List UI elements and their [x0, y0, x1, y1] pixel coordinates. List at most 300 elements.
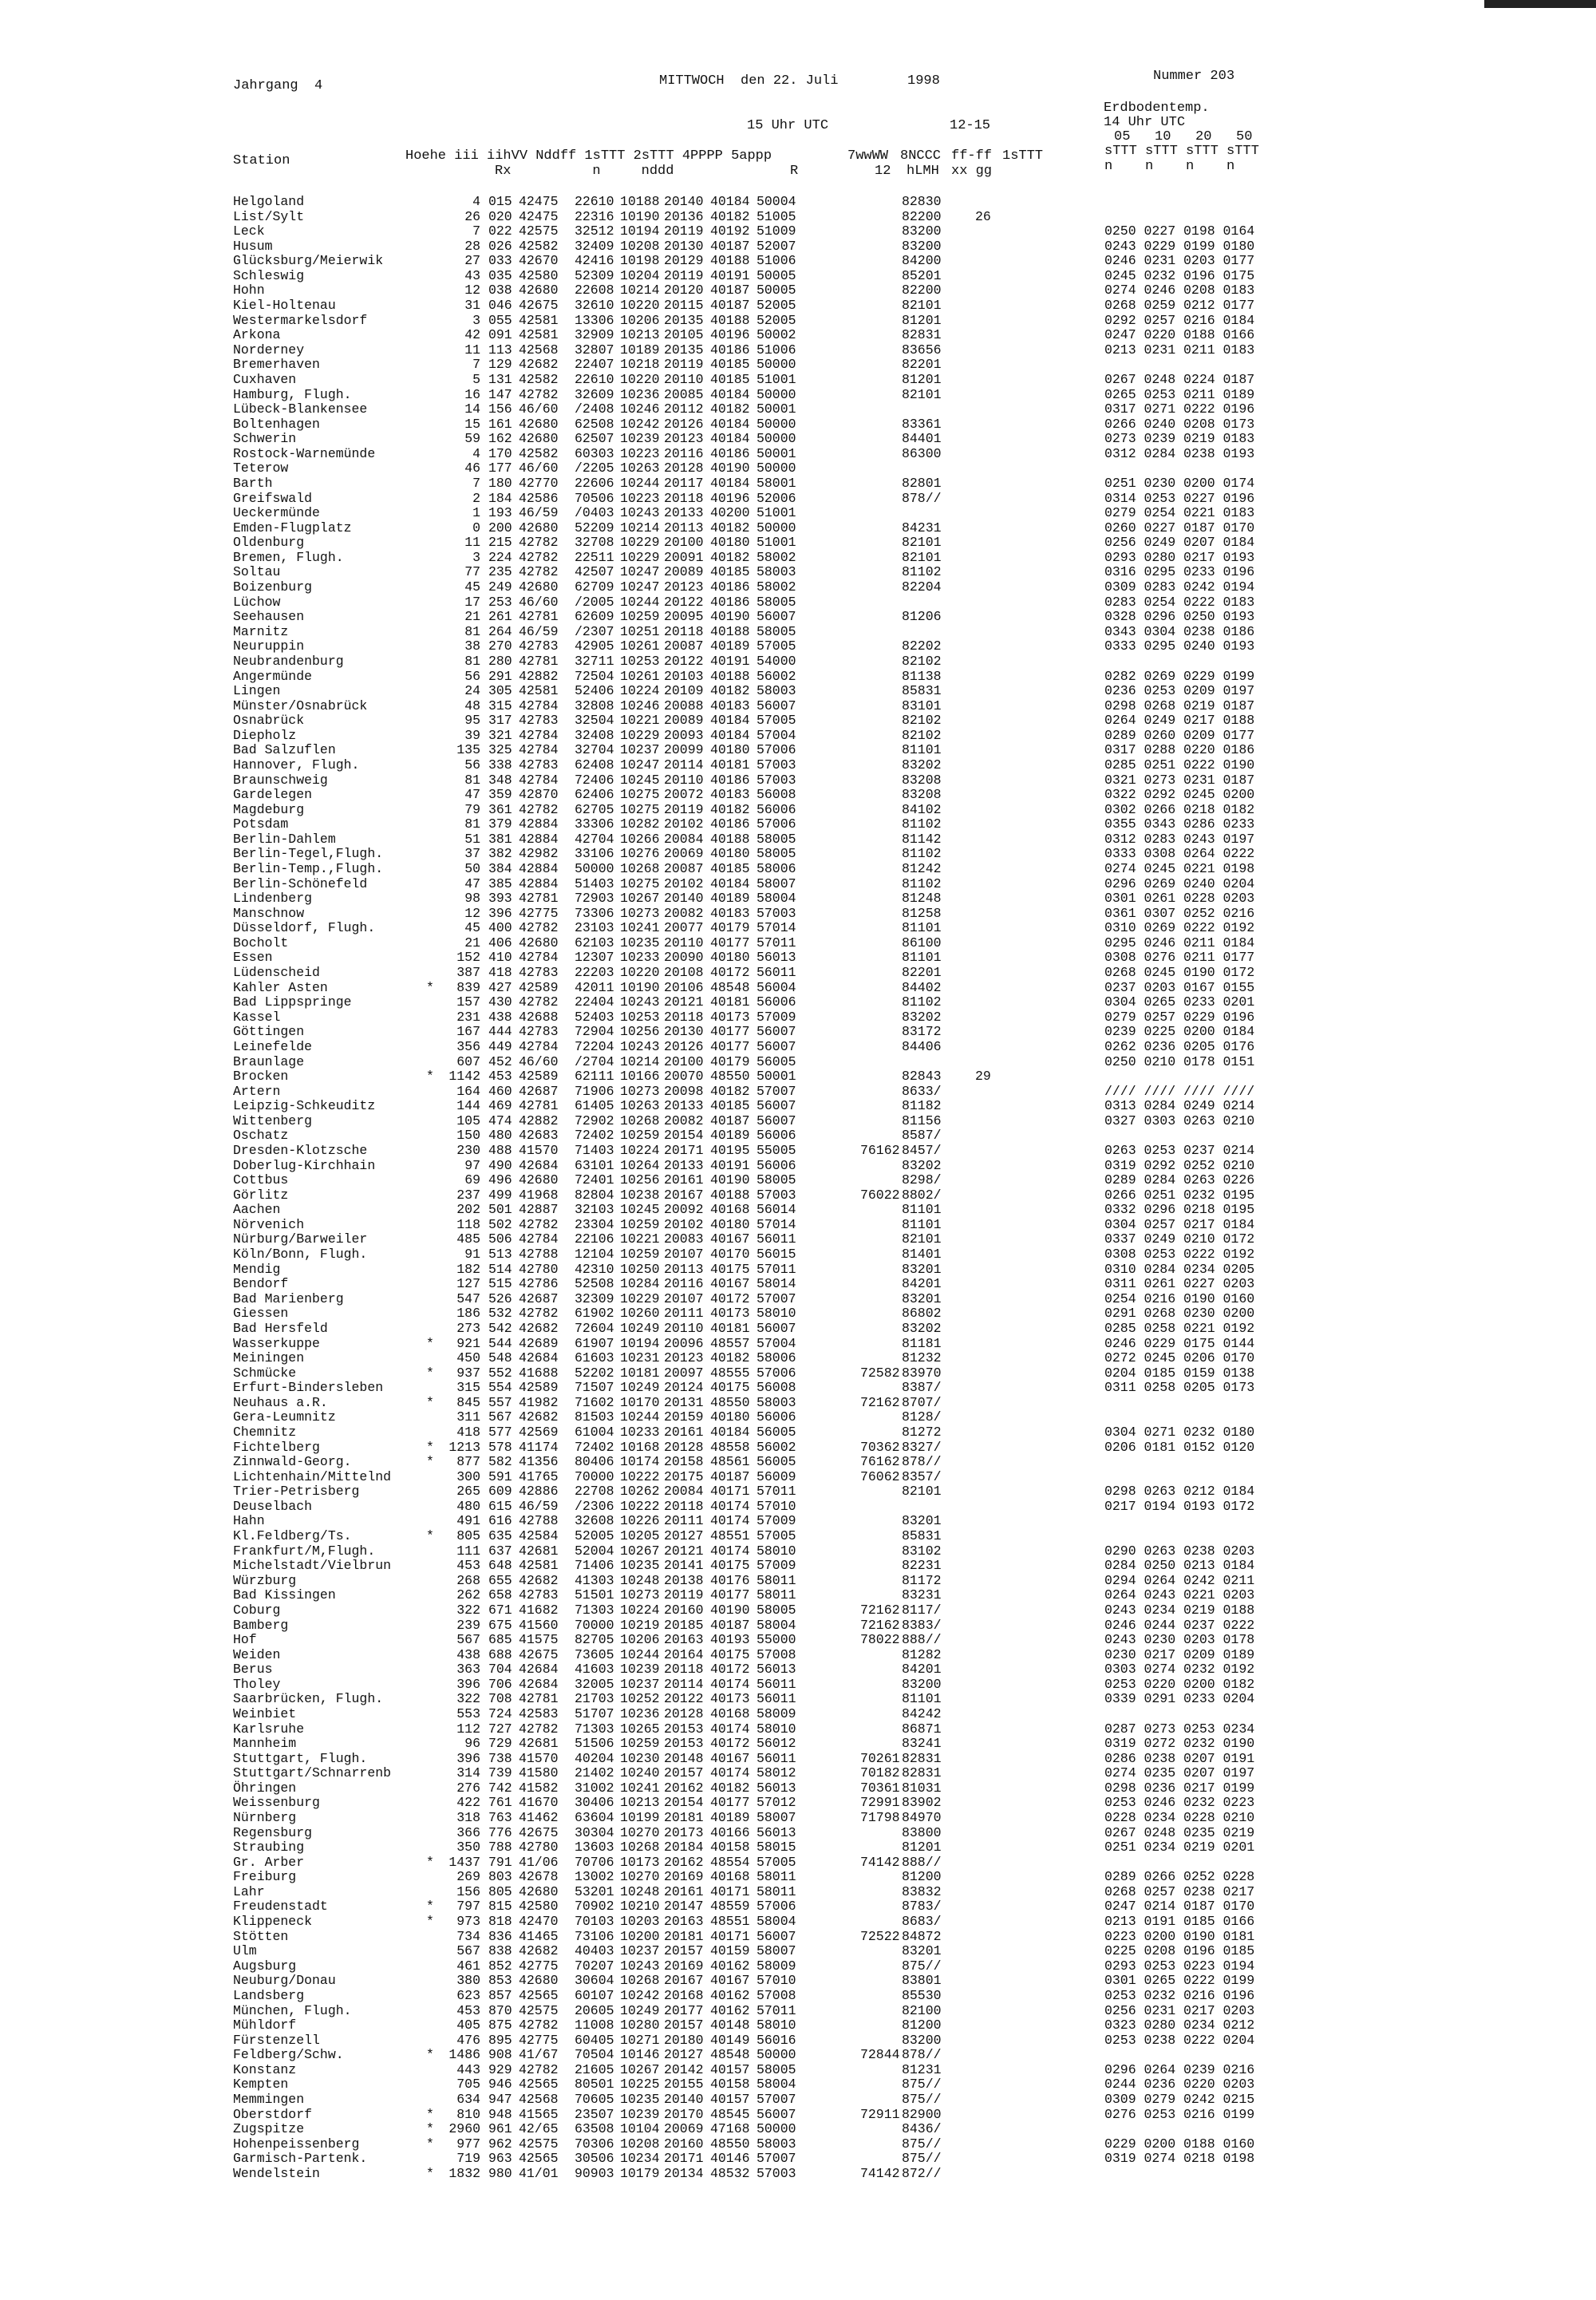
dewpoint-group: 20119 — [664, 357, 704, 373]
station-name: Saarbrücken, Flugh. — [233, 1691, 384, 1707]
soil-temps: 0256 0249 0207 0184 — [1104, 535, 1255, 551]
station-height: 4 — [472, 194, 480, 209]
iihvv-group: 42782 — [519, 386, 559, 402]
station-index: 962 — [488, 2136, 512, 2152]
cloud-group: 888// — [902, 1632, 942, 1648]
cloud-group: 85831 — [902, 1528, 942, 1544]
cloud-group: 82101 — [902, 535, 942, 551]
station-index: 325 — [488, 742, 512, 758]
station-name: Karlsruhe — [233, 1721, 305, 1737]
temperature-group: 10206 — [620, 1632, 660, 1648]
pressure-group: 40187 — [710, 1112, 750, 1128]
nddff-group: 52508 — [575, 1276, 614, 1292]
iihvv-group: 42583 — [519, 1705, 559, 1721]
dewpoint-group: 20069 — [664, 846, 704, 862]
station-name: Seehausen — [233, 609, 305, 625]
pressure-group: 40184 — [710, 875, 750, 891]
cloud-group: 878// — [902, 490, 942, 506]
dewpoint-group: 20069 — [664, 2121, 704, 2137]
temperature-group: 10241 — [620, 920, 660, 936]
soil-columns-header: sTTT sTTT sTTT sTTT — [1104, 144, 1259, 159]
station-name: Meiningen — [233, 1350, 305, 1366]
station-height: 56 — [464, 757, 480, 773]
station-name: Münster/Osnabrück — [233, 698, 368, 713]
soil-temps: 0287 0273 0253 0234 — [1104, 1721, 1255, 1737]
station-index: 315 — [488, 698, 512, 713]
nddff-group: 32504 — [575, 713, 614, 729]
station-index: 803 — [488, 1869, 512, 1885]
nddff-group: 30304 — [575, 1824, 614, 1840]
station-height: 157 — [456, 994, 480, 1010]
station-index: 224 — [488, 549, 512, 565]
iihvv-group: 42783 — [519, 757, 559, 773]
temperature-group: 10256 — [620, 1172, 660, 1188]
iihvv-group: 42575 — [519, 223, 559, 239]
cloud-group: 83801 — [902, 1973, 942, 1989]
station-height: 547 — [456, 1290, 480, 1306]
pressure-group: 40186 — [710, 342, 750, 358]
temperature-group: 10222 — [620, 1468, 660, 1484]
ff-column-header: ff-ff — [951, 148, 993, 164]
pressure-group: 40190 — [710, 609, 750, 625]
station-height: 47 — [464, 787, 480, 803]
pressure-group: 40191 — [710, 653, 750, 669]
temperature-group: 10205 — [620, 1528, 660, 1544]
station-name: Konstanz — [233, 2061, 297, 2077]
cloud-group: 81242 — [902, 861, 942, 877]
temperature-group: 10280 — [620, 2017, 660, 2033]
station-index: 616 — [488, 1513, 512, 1529]
station-index: 270 — [488, 638, 512, 654]
soil-temps: 0204 0185 0159 0138 — [1104, 1365, 1255, 1381]
soil-temps: 0246 0244 0237 0222 — [1104, 1617, 1255, 1633]
station-height: 0 — [472, 520, 480, 535]
iihvv-group: 42786 — [519, 1276, 559, 1292]
tendency-group: 58010 — [757, 2017, 796, 2033]
mountain-marker: * — [426, 2136, 434, 2152]
weather-group: 70182 — [860, 1765, 900, 1781]
station-name: Angermünde — [233, 668, 313, 684]
cloud-group: 84231 — [902, 520, 942, 535]
station-index: 704 — [488, 1662, 512, 1678]
nddff-group: 62406 — [575, 787, 614, 803]
tendency-group: 56002 — [757, 668, 796, 684]
station-height: 45 — [464, 579, 480, 595]
iihvv-group: 42687 — [519, 1290, 559, 1306]
iihvv-group: 42580 — [519, 1899, 559, 1915]
soil-temps: 0266 0251 0232 0195 — [1104, 1187, 1255, 1203]
station-index: 947 — [488, 2092, 512, 2107]
cloud-group: 83902 — [902, 1795, 942, 1811]
dewpoint-group: 20124 — [664, 1380, 704, 1396]
soil-temps: 0273 0239 0219 0183 — [1104, 431, 1255, 447]
pressure-group: 40186 — [710, 594, 750, 610]
tendency-group: 56005 — [757, 1053, 796, 1069]
station-name: Artern — [233, 1083, 281, 1099]
temperature-group: 10229 — [620, 535, 660, 551]
pressure-group: 40195 — [710, 1143, 750, 1158]
temperature-group: 10221 — [620, 1231, 660, 1247]
iihvv-group: 42782 — [519, 2017, 559, 2033]
temperature-group: 10247 — [620, 757, 660, 773]
station-height: 4 — [472, 445, 480, 461]
station-height: 734 — [456, 1928, 480, 1944]
temperature-group: 10264 — [620, 1157, 660, 1173]
station-height: 314 — [456, 1765, 480, 1781]
pressure-group: 40183 — [710, 905, 750, 921]
iihvv-group: 41174 — [519, 1439, 559, 1455]
dewpoint-group: 20126 — [664, 416, 704, 432]
station-height: 422 — [456, 1795, 480, 1811]
temperature-group: 10259 — [620, 1216, 660, 1232]
temperature-group: 10239 — [620, 2106, 660, 2122]
iihvv-group: 42581 — [519, 312, 559, 328]
station-index: 961 — [488, 2121, 512, 2137]
iihvv-group: 42581 — [519, 1558, 559, 1574]
soil-temps: 0206 0181 0152 0120 — [1104, 1439, 1255, 1455]
mountain-marker: * — [426, 1854, 434, 1870]
iihvv-group: 42675 — [519, 1824, 559, 1840]
dewpoint-group: 20170 — [664, 2106, 704, 2122]
pressure-group: 40175 — [710, 1380, 750, 1396]
station-height: 12 — [464, 905, 480, 921]
temperature-group: 10214 — [620, 520, 660, 535]
nddff-group: 22316 — [575, 208, 614, 224]
pressure-group: 40157 — [710, 2092, 750, 2107]
iihvv-group: 42681 — [519, 1543, 559, 1559]
station-index: 460 — [488, 1083, 512, 1099]
station-height: 719 — [456, 2151, 480, 2167]
temperature-group: 10229 — [620, 549, 660, 565]
nddff-group: 32807 — [575, 342, 614, 358]
iihvv-group: 42582 — [519, 445, 559, 461]
iihvv-group: 42681 — [519, 1736, 559, 1752]
station-index: 502 — [488, 1216, 512, 1232]
station-index: 022 — [488, 223, 512, 239]
dewpoint-group: 20118 — [664, 1009, 704, 1025]
cloud-group: 8683/ — [902, 1914, 942, 1930]
station-name: Lübeck-Blankensee — [233, 401, 368, 417]
tendency-group: 56011 — [757, 965, 796, 981]
station-name: Bad Salzuflen — [233, 742, 336, 758]
iihvv-group: 42882 — [519, 1112, 559, 1128]
temperature-group: 10235 — [620, 2092, 660, 2107]
cloud-group: 81101 — [902, 950, 942, 966]
temperature-group: 10234 — [620, 2151, 660, 2167]
weather-group: 74142 — [860, 1854, 900, 1870]
soil-temps: 0310 0269 0222 0192 — [1104, 920, 1255, 936]
temperature-group: 10266 — [620, 831, 660, 847]
tendency-group: 55005 — [757, 1143, 796, 1158]
dewpoint-group: 20162 — [664, 1854, 704, 1870]
station-height: 810 — [456, 2106, 480, 2122]
station-height: 973 — [456, 1914, 480, 1930]
station-index: 805 — [488, 1883, 512, 1899]
nddff-group: 50000 — [575, 861, 614, 877]
station-name: Weinbiet — [233, 1705, 297, 1721]
station-index: 818 — [488, 1914, 512, 1930]
soil-temps: 0289 0284 0263 0226 — [1104, 1172, 1255, 1188]
volume-label: Jahrgang 4 — [233, 78, 323, 93]
cloud-group: 8633/ — [902, 1083, 942, 1099]
station-name: Berlin-Tegel,Flugh. — [233, 846, 384, 862]
soil-temps: 0276 0253 0216 0199 — [1104, 2106, 1255, 2122]
cloud-group: 83202 — [902, 757, 942, 773]
nddff-group: 11008 — [575, 2017, 614, 2033]
tendency-group: 56006 — [757, 1128, 796, 1144]
cloud-group: 81206 — [902, 609, 942, 625]
cloud-group: 83970 — [902, 1365, 942, 1381]
station-index: 449 — [488, 1038, 512, 1054]
station-index: 838 — [488, 1943, 512, 1959]
nddff-group: 20605 — [575, 2002, 614, 2018]
weather-group: 71798 — [860, 1810, 900, 1826]
temperature-group: 10243 — [620, 1038, 660, 1054]
dewpoint-group: 20082 — [664, 1112, 704, 1128]
cloud-group: 875// — [902, 2136, 942, 2152]
dewpoint-group: 20122 — [664, 1691, 704, 1707]
iihvv-group: 42682 — [519, 1409, 559, 1425]
weather-group: 74142 — [860, 2165, 900, 2181]
iihvv-group: 42783 — [519, 965, 559, 981]
code-columns-header: Hoehe iii iihVV Nddff 1sTTT 2sTTT 4PPPP 5appp — [405, 148, 772, 164]
station-index: 200 — [488, 520, 512, 535]
pressure-group: 40184 — [710, 727, 750, 743]
station-height: 300 — [456, 1468, 480, 1484]
cloud-group: 81102 — [902, 564, 942, 580]
pressure-group: 40181 — [710, 994, 750, 1010]
station-height: 366 — [456, 1824, 480, 1840]
dewpoint-group: 20109 — [664, 683, 704, 699]
nddff-group: 40403 — [575, 1943, 614, 1959]
pressure-group: 40189 — [710, 1128, 750, 1144]
dewpoint-group: 20153 — [664, 1736, 704, 1752]
tendency-group: 50000 — [757, 520, 796, 535]
station-index: 980 — [488, 2165, 512, 2181]
station-height: 1142 — [448, 1069, 480, 1085]
weather-group: 72162 — [860, 1617, 900, 1633]
temperature-group: 10241 — [620, 1780, 660, 1796]
cloud-group: 81181 — [902, 1335, 942, 1351]
dewpoint-group: 20090 — [664, 950, 704, 966]
station-index: 305 — [488, 683, 512, 699]
station-index: 410 — [488, 950, 512, 966]
nddff-group: 81503 — [575, 1409, 614, 1425]
tendency-group: 52005 — [757, 312, 796, 328]
iihvv-group: 42682 — [519, 1943, 559, 1959]
station-name: Neuhaus a.R. — [233, 1394, 328, 1410]
tendency-group: 58006 — [757, 861, 796, 877]
station-name: Zinnwald-Georg. — [233, 1454, 352, 1470]
soil-temps: 0283 0254 0222 0183 — [1104, 594, 1255, 610]
iihvv-group: 42680 — [519, 1973, 559, 1989]
tendency-group: 56005 — [757, 1454, 796, 1470]
nddff-group: 42905 — [575, 638, 614, 654]
pressure-group: 40167 — [710, 1750, 750, 1766]
iihvv-group: 42784 — [519, 698, 559, 713]
cloud-group: 81201 — [902, 371, 942, 387]
tendency-group: 56002 — [757, 1439, 796, 1455]
station-height: 797 — [456, 1899, 480, 1915]
station-index: 348 — [488, 772, 512, 788]
station-index: 738 — [488, 1750, 512, 1766]
station-index: 430 — [488, 994, 512, 1010]
dewpoint-group: 20077 — [664, 920, 704, 936]
nddff-group: 22203 — [575, 965, 614, 981]
station-name: Magdeburg — [233, 801, 305, 817]
cloud-group: 84242 — [902, 1705, 942, 1721]
dewpoint-group: 20171 — [664, 1143, 704, 1158]
station-index: 438 — [488, 1009, 512, 1025]
tendency-group: 56011 — [757, 1691, 796, 1707]
station-name: Aachen — [233, 1202, 281, 1218]
station-column-header: Station — [233, 153, 290, 168]
station-name: Teterow — [233, 460, 289, 476]
weather-group: 76162 — [860, 1454, 900, 1470]
cloud-group: 84200 — [902, 253, 942, 269]
cloud-group: 8357/ — [902, 1468, 942, 1484]
dewpoint-group: 20141 — [664, 1558, 704, 1574]
temperature-group: 10233 — [620, 1424, 660, 1440]
soil-temps: 0253 0246 0232 0223 — [1104, 1795, 1255, 1811]
temperature-group: 10194 — [620, 1335, 660, 1351]
pressure-group: 40173 — [710, 1009, 750, 1025]
nddff-group: 73605 — [575, 1646, 614, 1662]
nddff-group: 62111 — [575, 1069, 614, 1085]
soil-temps: 0339 0291 0233 0204 — [1104, 1691, 1255, 1707]
station-height: 485 — [456, 1231, 480, 1247]
iihvv-group: 42782 — [519, 1216, 559, 1232]
station-name: Ueckermünde — [233, 505, 320, 521]
station-name: Ulm — [233, 1943, 257, 1959]
cloud-group: 83172 — [902, 1024, 942, 1040]
soil-temps: 0236 0253 0209 0197 — [1104, 683, 1255, 699]
tendency-group: 57012 — [757, 1795, 796, 1811]
soil-temps: 0314 0253 0227 0196 — [1104, 490, 1255, 506]
temperature-group: 10166 — [620, 1069, 660, 1085]
soil-temps: 0312 0284 0238 0193 — [1104, 445, 1255, 461]
nddff-group: 62508 — [575, 416, 614, 432]
pressure-group: 40187 — [710, 1468, 750, 1484]
nddff-group: 30604 — [575, 1973, 614, 1989]
iihvv-group: 41560 — [519, 1617, 559, 1633]
station-index: 452 — [488, 1053, 512, 1069]
cloud-group: 878// — [902, 1454, 942, 1470]
nddff-group: 72904 — [575, 1024, 614, 1040]
nddff-group: 32610 — [575, 298, 614, 314]
pressure-group: 40173 — [710, 1691, 750, 1707]
station-name: Würzburg — [233, 1572, 297, 1588]
tendency-group: 56011 — [757, 1676, 796, 1692]
dewpoint-group: 20180 — [664, 2032, 704, 2048]
temperature-group: 10248 — [620, 1883, 660, 1899]
pressure-group: 40188 — [710, 668, 750, 684]
tendency-group: 50005 — [757, 283, 796, 298]
tendency-group: 51006 — [757, 253, 796, 269]
cloud-group: 81156 — [902, 1112, 942, 1128]
iihvv-group: 42670 — [519, 253, 559, 269]
dewpoint-group: 20102 — [664, 816, 704, 832]
station-height: 607 — [456, 1053, 480, 1069]
mountain-marker: * — [426, 2106, 434, 2122]
nddff-group: /2306 — [575, 1498, 614, 1514]
pressure-group: 40200 — [710, 505, 750, 521]
hlmh-column-header: hLMH — [907, 164, 939, 179]
dewpoint-group: 20126 — [664, 1038, 704, 1054]
iihvv-group: 42589 — [519, 1380, 559, 1396]
soil-temps: 0245 0232 0196 0175 — [1104, 267, 1255, 283]
station-index: 184 — [488, 490, 512, 506]
station-height: 273 — [456, 1320, 480, 1336]
soil-temps: 0304 0265 0233 0201 — [1104, 994, 1255, 1010]
cloud-group: 82101 — [902, 1231, 942, 1247]
nddff-group: 51501 — [575, 1587, 614, 1603]
station-index: 526 — [488, 1290, 512, 1306]
station-name: Oschatz — [233, 1128, 289, 1144]
nddff-group: 70000 — [575, 1617, 614, 1633]
temperature-group: 10243 — [620, 505, 660, 521]
soil-temps: 0304 0257 0217 0184 — [1104, 1216, 1255, 1232]
station-index: 688 — [488, 1646, 512, 1662]
cloud-group: 81201 — [902, 312, 942, 328]
pressure-group: 40185 — [710, 861, 750, 877]
mountain-marker: * — [426, 1394, 434, 1410]
station-name: Frankfurt/M,Flugh. — [233, 1543, 376, 1559]
soil-temps: 0327 0303 0263 0210 — [1104, 1112, 1255, 1128]
cloud-group: 81101 — [902, 1216, 942, 1232]
pressure-group: 48550 — [710, 2136, 750, 2152]
pressure-group: 48561 — [710, 1454, 750, 1470]
iihvv-group: 42684 — [519, 1662, 559, 1678]
pressure-group: 40162 — [710, 1958, 750, 1974]
cloud-group: 81200 — [902, 1869, 942, 1885]
station-height: 28 — [464, 238, 480, 254]
temperature-group: 10223 — [620, 490, 660, 506]
nddff-group: 62709 — [575, 579, 614, 595]
nddff-group: 72903 — [575, 891, 614, 907]
station-name: Cottbus — [233, 1172, 289, 1188]
tendency-group: 58011 — [757, 1869, 796, 1885]
tendency-group: 58010 — [757, 1721, 796, 1737]
station-height: 230 — [456, 1143, 480, 1158]
iihvv-group: 46/60 — [519, 401, 559, 417]
pressure-group: 40173 — [710, 1306, 750, 1322]
station-height: 438 — [456, 1646, 480, 1662]
tendency-group: 56016 — [757, 2032, 796, 2048]
station-name: Potsdam — [233, 816, 289, 832]
station-index: 875 — [488, 2017, 512, 2033]
tendency-group: 56006 — [757, 801, 796, 817]
iihvv-group: 42782 — [519, 1721, 559, 1737]
station-index: 129 — [488, 357, 512, 373]
iihvv-group: 42788 — [519, 1513, 559, 1529]
dewpoint-group: 20133 — [664, 505, 704, 521]
dewpoint-group: 20175 — [664, 1468, 704, 1484]
nddff-group: 22511 — [575, 549, 614, 565]
tendency-group: 56013 — [757, 1662, 796, 1678]
nddff-group: 70207 — [575, 1958, 614, 1974]
station-index: 381 — [488, 831, 512, 847]
soil-temps: 0267 0248 0235 0219 — [1104, 1824, 1255, 1840]
soil-temps: 0293 0253 0223 0194 — [1104, 1958, 1255, 1974]
pressure-group: 40185 — [710, 357, 750, 373]
station-height: 59 — [464, 431, 480, 447]
pressure-group: 40182 — [710, 520, 750, 535]
station-index: 895 — [488, 2032, 512, 2048]
weather-group: 70261 — [860, 1750, 900, 1766]
tendency-group: 51009 — [757, 223, 796, 239]
iihvv-group: 42684 — [519, 1350, 559, 1366]
